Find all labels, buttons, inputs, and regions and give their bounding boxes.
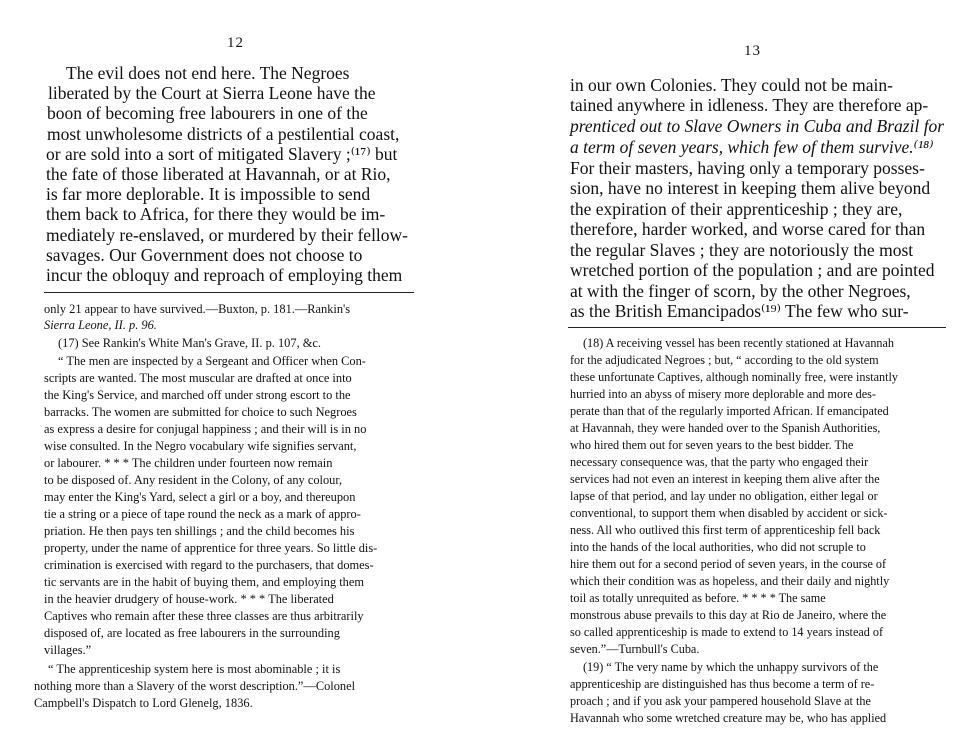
text-line: wretched portion of the population ; and are pointed [570,260,935,280]
footnote-line: may enter the King's Yard, select a girl or a boy, and thereupon [44,490,356,504]
footnote-line: villages.” [44,643,92,657]
footnote-line: hurried into an abyss of misery more deplorable and more des- [570,387,876,401]
text-line: the regular Slaves ; they are notoriously the most [570,240,914,260]
text-line: or are sold into a sort of mitigated Slavery ;⁽¹⁷⁾ but [46,144,398,164]
text-line: savages. Our Government does not choose to [46,245,363,265]
page-number: 13 [744,43,761,59]
footnote-line: only 21 appear to have survived.—Buxton, p. 181.—Rankin's [44,302,351,316]
footnote-line: Campbell's Dispatch to Lord Glenelg, 1836. [34,696,253,710]
footnote-line: wise consulted. In the Negro vocabulary wife signifies servant, [44,439,357,453]
footnote-line: for the adjudicated Negroes ; but, “ according to the old system [570,353,879,367]
text-line: as the British Emancipados⁽¹⁹⁾ The few who sur- [570,301,909,321]
footnote-line: which their condition was as hopeless, and their daily and nightly [570,574,890,588]
footnote-line: the King's Service, and marched off under strong escort to the [44,388,351,402]
footnote-line: barracks. The women are submitted for choice to such Negroes [44,405,357,419]
text-line: the fate of those liberated at Havannah, or at Rio, [46,164,391,184]
footnote-line: so called apprenticeship is made to extend to 14 years instead of [570,625,884,639]
footnote-line: conventional, to support them when disabled by accident or sick- [570,506,888,520]
text-line: a term of seven years, which few of them survive.⁽¹⁸⁾ [570,137,934,157]
footnote-line: perate than that of the regularly imported African. If emancipated [570,404,889,418]
footnote-line: proach ; and if you ask your pampered household Slave at the [570,694,871,708]
text-line: mediately re-enslaved, or murdered by their fellow- [46,225,409,245]
text-line: prenticed out to Slave Owners in Cuba and Brazil for [570,116,945,136]
footnote-line: toil as totally unrequited as before. * * * * The same [570,591,826,605]
footnote-line: tic servants are in the habit of buying them, and employing them [44,575,365,589]
footnote-line: Havannah who some wretched creature may be, who has applied [570,711,887,725]
text-line: the expiration of their apprenticeship ; they are, [570,199,903,219]
footnote-line: (19) “ The very name by which the unhappy survivors of the [583,660,879,674]
footnote-line: (17) See Rankin's White Man's Grave, II. p. 107, &c. [58,336,322,350]
footnote-line: “ The apprenticeship system here is most abominable ; it is [48,662,341,676]
footnote-line: necessary consequence was, that the party who engaged their [570,455,869,469]
text-line: The evil does not end here. The Negroes [66,63,350,83]
text-line: most unwholesome districts of a pestilential coast, [47,124,400,144]
footnote-rule [44,292,414,293]
footnote-line: to be disposed of. Any resident in the Colony, of any colour, [44,473,343,487]
footnote-line: or labourer. * * * The children under fourteen now remain [44,456,333,470]
footnote-line: “ The men are inspected by a Sergeant and Officer when Con- [58,354,366,368]
footnote-line: tie a string or a piece of tape round the neck as a mark of appro- [44,507,361,521]
footnote-line: hire them out for a second period of seven years, in the course of [570,557,887,571]
text-line: liberated by the Court at Sierra Leone have the [48,83,376,103]
footnote-line: into the hands of the local authorities, who did not scruple to [570,540,866,554]
footnote-line: (18) A receiving vessel has been recently stationed at Havannah [583,336,895,350]
footnote-line: apprenticeship are distinguished has thus become a term of re- [570,677,875,691]
text-line: is far more deplorable. It is impossible to send [46,184,371,204]
text-line: boon of becoming free labourers in one of the [47,103,368,123]
footnote-line: in the heavier drudgery of house-work. * * * The liberated [44,592,334,606]
text-line: in our own Colonies. They could not be main- [570,75,893,95]
footnote-line: Sierra Leone, II. p. 96. [44,318,157,332]
page-number: 12 [227,35,244,51]
footnote-line: nothing more than a Slavery of the worst description.”—Colonel [34,679,356,693]
text-line: For their masters, having only a temporary posses- [570,158,925,178]
text-line: them back to Africa, for there they would be im- [46,204,386,224]
footnote-line: seven.”—Turnbull's Cuba. [570,642,700,656]
footnote-line: scripts are wanted. The most muscular are drafted at once into [44,371,352,385]
footnote-line: services had not even an interest in keeping them alive after the [570,472,880,486]
footnote-line: ness. All who outlived this first term of apprenticeship fell back [570,523,881,537]
text-line: therefore, harder worked, and worse cared for than [570,219,926,239]
footnote-rule [568,327,946,328]
footnote-line: monstrous abuse prevails to this day at Rio de Janeiro, where the [570,608,887,622]
footnote-line: Captives who remain after these three classes are thus arbitrarily [44,609,364,623]
text-line: tained anywhere in idleness. They are therefore ap- [570,95,929,115]
left-page [0,0,470,754]
footnote-line: these unfortunate Captives, although nominally free, were instantly [570,370,898,384]
footnote-line: property, under the name of apprentice for three years. So little dis- [44,541,378,555]
text-line: incur the obloquy and reproach of employing them [46,265,403,285]
footnote-line: at Havannah, they were handed over to the Spanish Authorities, [570,421,881,435]
text-line: sion, have no interest in keeping them alive beyond [570,178,931,198]
text-line: at with the finger of scorn, by the other Negroes, [570,281,911,301]
footnote-line: crimination is exercised with regard to the purchasers, that domes- [44,558,374,572]
footnote-line: disposed of, are located as free labourers in the surrounding [44,626,340,640]
footnote-line: priation. He then pays ten shillings ; and the child becomes his [44,524,355,538]
footnote-line: who hired them out for seven years to the best bidder. The [570,438,854,452]
footnote-line: lapse of that period, and lay under no obligation, either legal or [570,489,878,503]
right-page [510,0,980,754]
footnote-line: as express a desire for conjugal happiness ; and their will is in no [44,422,367,436]
